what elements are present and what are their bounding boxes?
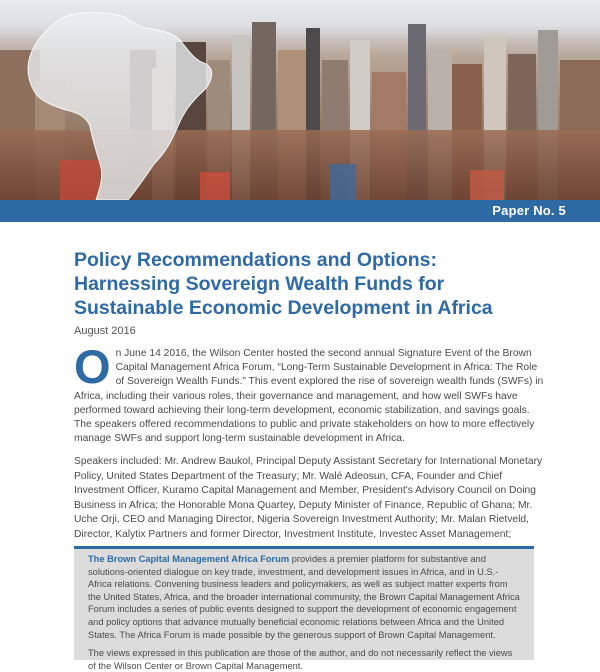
intro-text: n June 14 2016, the Wilson Center hosted the second annual Signature Event of the Brown Capital Management Africa Forum, “Long-Term Sustainable Development in Africa: The Role of Sovereign Wealth Funds.” This event explored the rise of sovereign wealth funds (SWFs) in Africa, including their various roles, their governance and management, and how well SWFs have performed toward achieving their long-term development, economic stabilization, and savings goals. The speakers offered recommendations to public and private stakeholders on how to more effectively manage SWFs and support long-term sustainable development in Africa. <box>74 348 544 445</box>
drop-cap: O <box>74 340 111 393</box>
publication-date: August 2016 <box>74 325 136 337</box>
intro-paragraph <box>74 340 544 446</box>
infobox-description <box>88 553 520 641</box>
africa-forum-infobox <box>74 546 534 671</box>
page-title <box>74 248 554 320</box>
header-band <box>0 200 600 222</box>
speakers-paragraph: Speakers included: Mr. Andrew Baukol, Principal Deputy Assistant Secretary for International Monetary Policy, United States Department of the Treasury; Mr. Walé Adeosun, CFA, Founder and Chief Investment Officer, Kuramo Capital Management and Member, President's Advisory Council on Doing Business in Africa; the Honorable Mona Quartey, Deputy Minister of Finance, Republic of Ghana; Mr. Uche Orji, CEO and Managing Director, Nigeria Sovereign Investment Authority; Mr. Malan Rietveld, Director, Kalytix Partners and former Director, Investment Institute, Investec Asset Management; <box>74 456 543 540</box>
africa-map-icon <box>0 0 600 200</box>
forum-name: The Brown Capital Management Africa Forum <box>88 554 290 564</box>
title-line-2: Harnessing Sovereign Wealth Funds for <box>74 273 445 295</box>
forum-description: provides a premier platform for substantive and solutions-oriented dialogue on key trade, investment, and development issues in Africa, and in U.S.-Africa relations. Convening business leaders and policymakers, as well as subject matter experts from the United States, Africa, and the broader international community, the Brown Capital Management Africa Forum includes a series of public events designed to support the development of economic engagement and policy options that advance mutually beneficial economic relations between Africa and the United States. The Africa Forum is made possible by the generous support of Brown Capital Management. <box>88 554 520 640</box>
hero-cityscape-image <box>0 0 600 200</box>
paper-number: Paper No. 5 <box>492 203 566 218</box>
title-line-3: Sustainable Economic Development in Africa <box>74 297 493 319</box>
title-line-1: Policy Recommendations and Options: <box>74 249 437 271</box>
views-disclaimer: The views expressed in this publication are those of the author, and do not necessarily reflect the views of the Wilson Center or Brown Capital Management. <box>88 648 513 671</box>
